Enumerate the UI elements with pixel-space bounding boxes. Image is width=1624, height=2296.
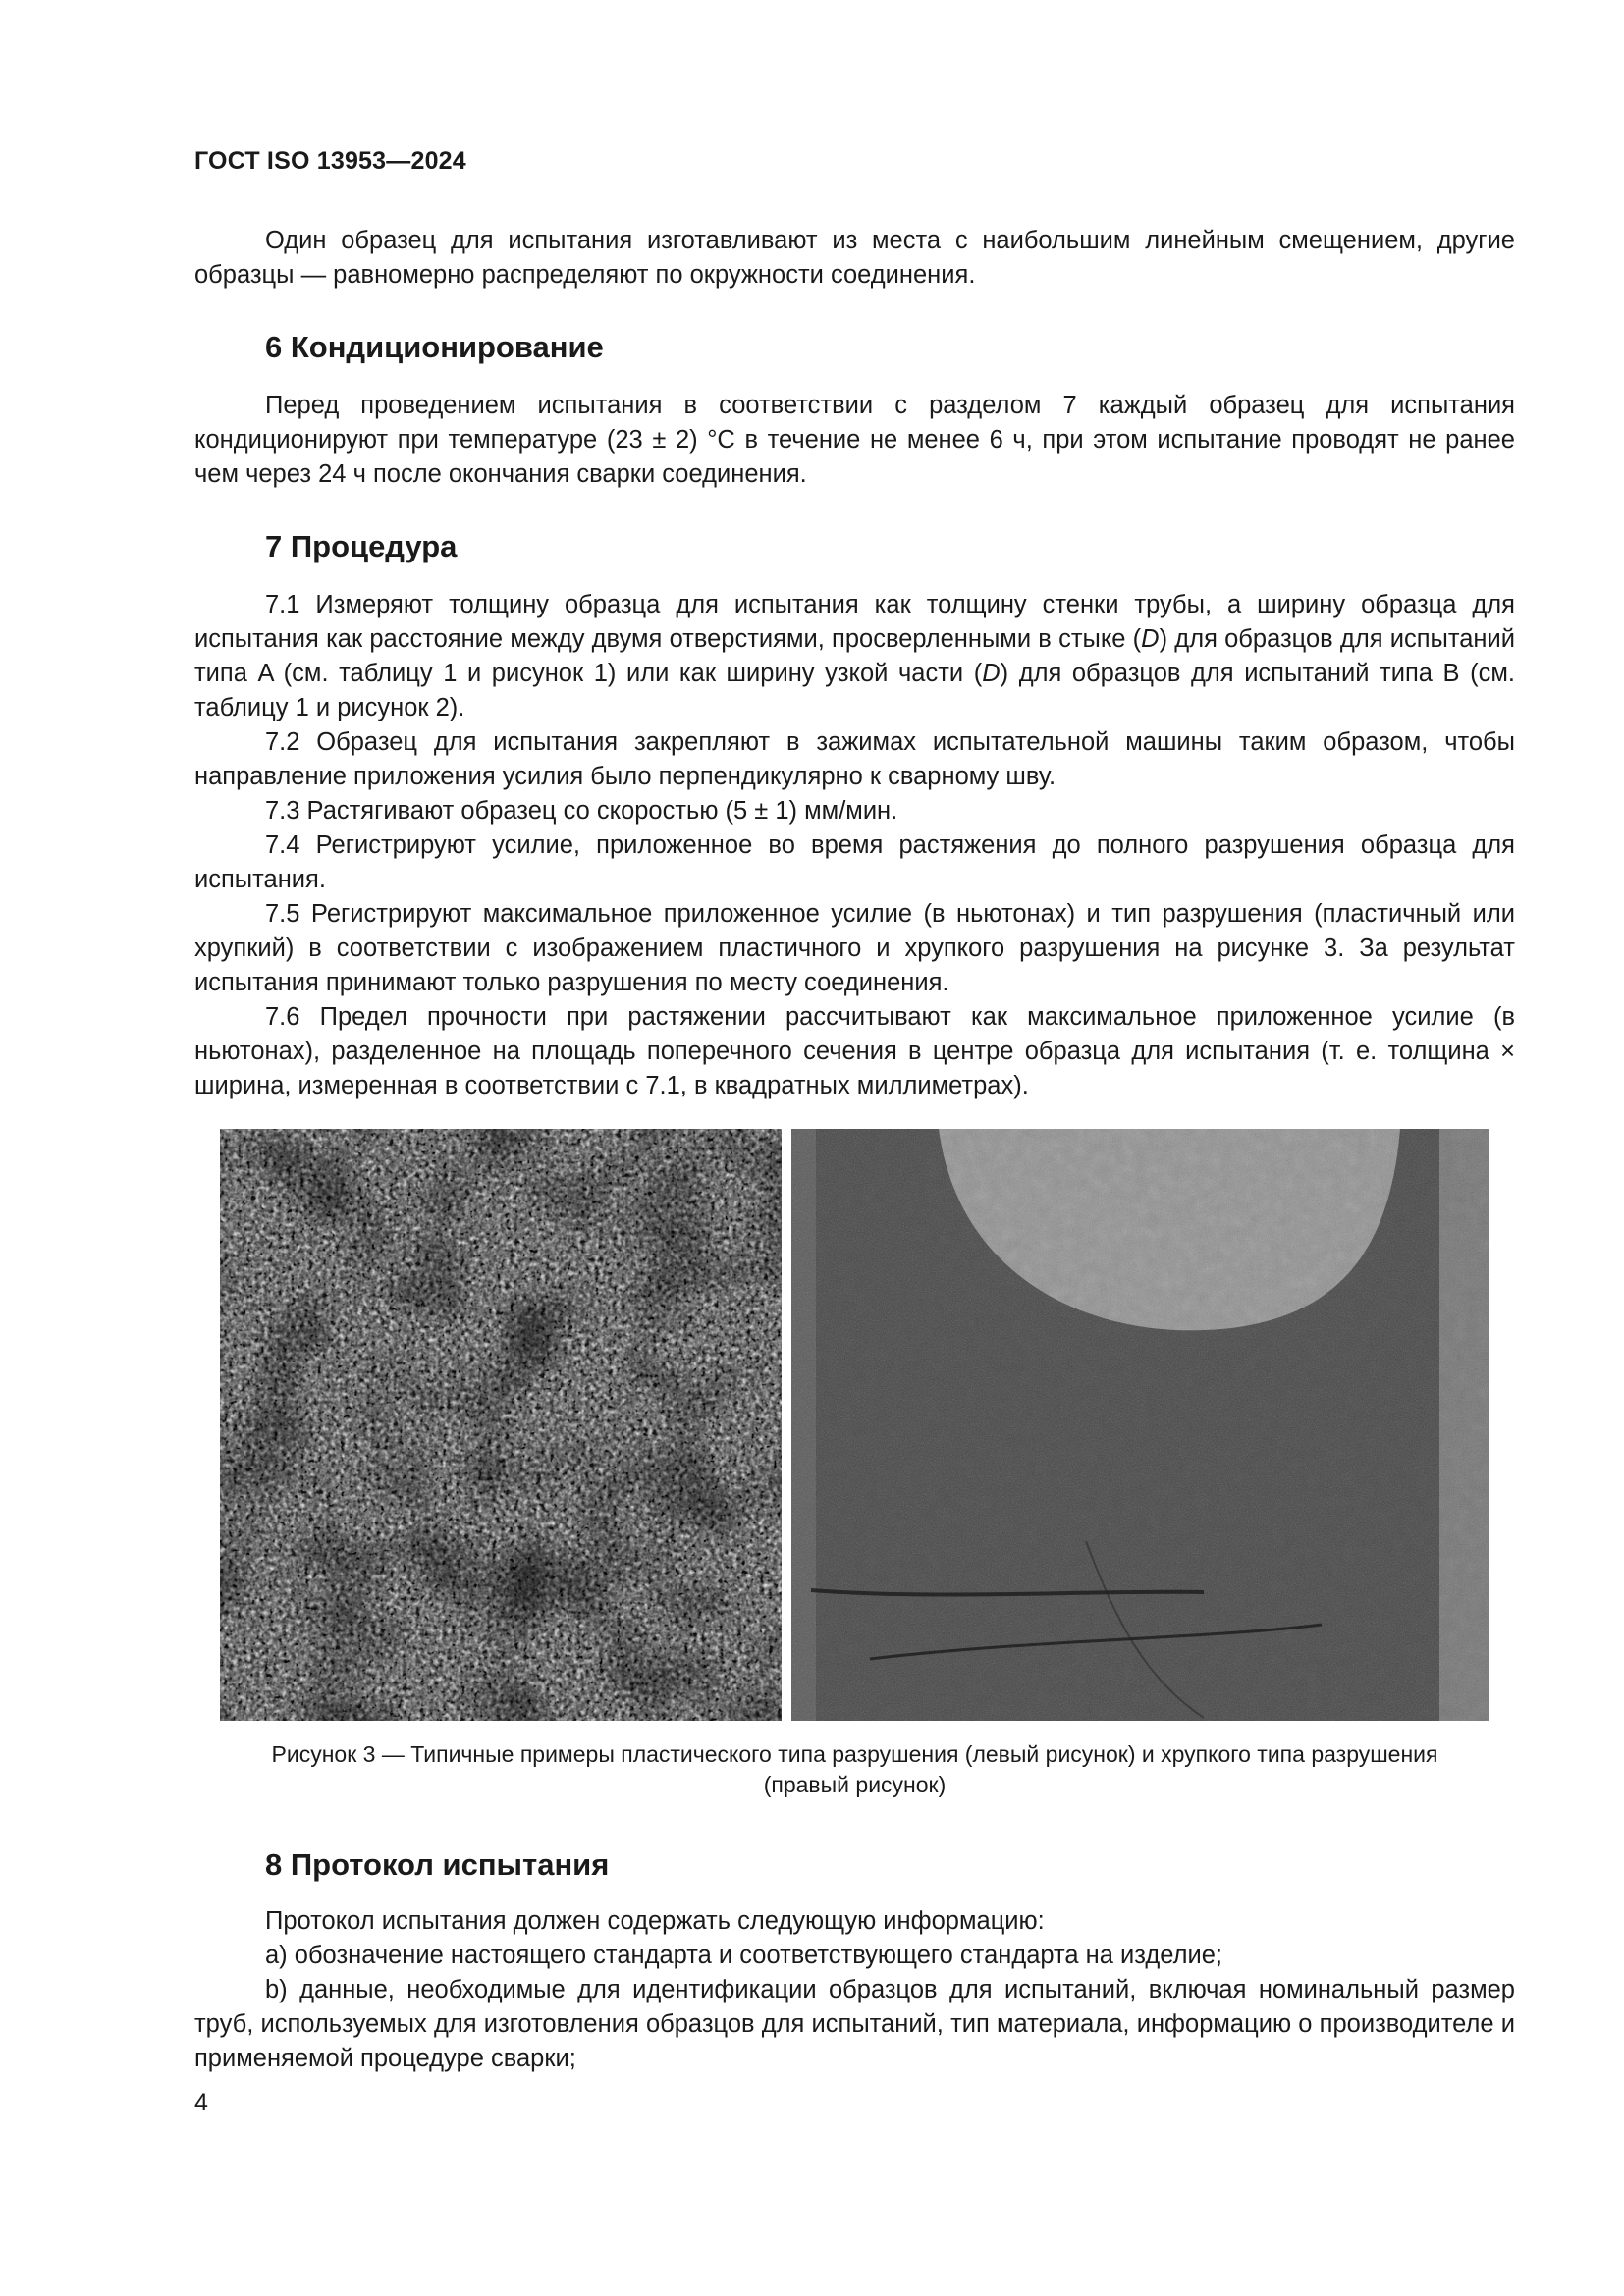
- document-id-header: ГОСТ ISO 13953—2024: [194, 147, 466, 175]
- caption-line-1: Рисунок 3 — Типичные примеры пластического типа разрушения (левый рисунок) и хрупкого типа разрушения: [271, 1741, 1438, 1767]
- section-8: [194, 1845, 1515, 2076]
- caption-line-2: (правый рисунок): [763, 1772, 947, 1797]
- clause-7-1-part-c: ) для образцов для испытаний типа B (см. таблицу 1 и рисунок 2).: [194, 660, 1515, 721]
- ductile-fracture-photo: [220, 1129, 782, 1721]
- section-8-heading: 8 Протокол испытания: [265, 1847, 610, 1882]
- list-item-a: a) обозначение настоящего стандарта и соответствующего стандарта на изделие;: [265, 1942, 1223, 1969]
- dimension-d-symbol: D: [982, 660, 1001, 687]
- section-6-heading: 6 Кондиционирование: [265, 330, 604, 364]
- intro-paragraph: Один образец для испытания изготавливают из места с наибольшим линейным смещением, другие образцы — равномерно распределяют по окружности соединения.: [194, 227, 1515, 289]
- clause-7-3: 7.3 Растягивают образец со скоростью (5 ± 1) мм/мин.: [265, 797, 898, 825]
- clause-7-5: 7.5 Регистрируют максимальное приложенное усилие (в ньютонах) и тип разрушения (пластичный или хрупкий) в соответствии с изображением пластичного и хрупкого разрушения на рисунке 3. За результат испытания принимают только разрушения по месту соединения.: [194, 900, 1515, 996]
- section-7-heading: 7 Процедура: [265, 529, 458, 563]
- section-6-paragraph: Перед проведением испытания в соответствии с разделом 7 каждый образец для испытания кондиционируют при температуре (23 ± 2) °C в течение не менее 6 ч, при этом испытание проводят не ранее чем через 24 ч после окончания сварки соединения.: [194, 392, 1515, 488]
- clause-7-1-part-b: ) для образцов для испытаний типа A (см. таблицу 1 и рисунок 1) или как ширину узкой части (: [194, 625, 1516, 687]
- clause-7-6: 7.6 Предел прочности при растяжении рассчитывают как максимальное приложенное усилие (в ньютонах), разделенное на площадь поперечного сечения в центре образца для испытания (т. е. толщина × ширина, измеренная в соответствии с 7.1, в квадратных миллиметрах).: [194, 1003, 1515, 1099]
- dimension-d-symbol: D: [1141, 625, 1160, 653]
- figure-3-caption: [194, 1739, 1515, 1800]
- clause-7-1-part-a: 7.1 Измеряют толщину образца для испытания как толщину стенки трубы, а ширину образца для испытания как расстояние между двумя отверстиями, просверленными в стыке (: [194, 591, 1515, 653]
- figure-3: [220, 1129, 1489, 1721]
- clause-7-2: 7.2 Образец для испытания закрепляют в зажимах испытательной машины таким образом, чтобы направление приложения усилия было перпендикулярно к сварному шву.: [194, 728, 1515, 790]
- page-number: 4: [194, 2089, 208, 2116]
- list-item-b: b) данные, необходимые для идентификации образцов для испытаний, включая номинальный размер труб, используемых для изготовления образцов для испытаний, тип материала, информацию о производителе и применяемой процедуре сварки;: [194, 1976, 1515, 2072]
- clause-7-4: 7.4 Регистрируют усилие, приложенное во время растяжения до полного разрушения образца для испытания.: [194, 831, 1515, 893]
- section-8-intro: Протокол испытания должен содержать следующую информацию:: [265, 1907, 1045, 1935]
- clause-7-1: [194, 588, 1515, 725]
- brittle-fracture-photo: [791, 1129, 1489, 1721]
- main-content: [194, 224, 1515, 1103]
